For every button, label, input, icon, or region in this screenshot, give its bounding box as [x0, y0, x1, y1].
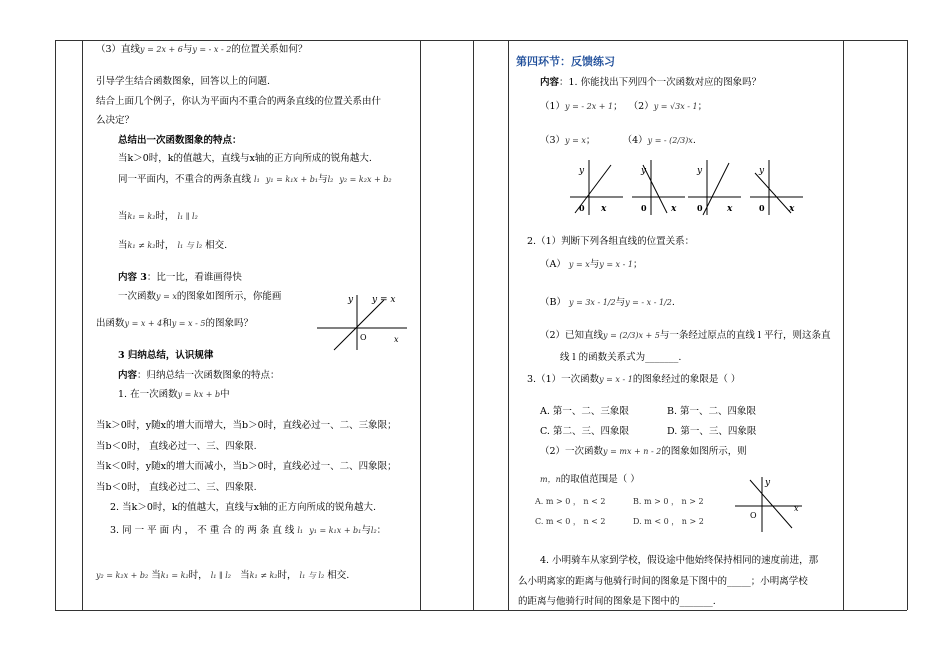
- mini-origin-label: 0: [759, 203, 765, 213]
- mn-graph: [730, 474, 805, 534]
- functions-row-2: （3）y = x； （4）y = - (2/3)x.: [540, 135, 696, 146]
- functions-row-1: （1）y = - 2x + 1； （2）y = √3x - 1；: [540, 101, 708, 112]
- mini-graph-3: [683, 155, 745, 217]
- answer-a: A. m > 0 ， n < 2: [535, 497, 606, 506]
- rule-2: 当k＞0时，y随x的增大而增大，当b＞0时，直线必过一、二、三象限；: [96, 420, 397, 431]
- option-d: D. 第一、三、四象限: [667, 426, 757, 437]
- mini-y-label: y: [697, 166, 703, 176]
- left-q3-line: （3）直线y = 2x + 6与y = - x - 2的位置关系如何？: [96, 44, 308, 55]
- mini-y-label: y: [641, 166, 647, 176]
- mini-x-label: x: [671, 204, 677, 214]
- question-3-1: 3.（1）一次函数y = x - 1的图象经过的象限是（ ）: [527, 374, 741, 385]
- table-border: [82, 40, 83, 610]
- option-a: A. 第一、二、三象限: [540, 406, 629, 417]
- section4-title: 第四环节：反馈练习: [516, 55, 615, 68]
- mini-x-label: x: [727, 204, 733, 214]
- question-2-2-cont: 线 l 的函数关系式为_______.: [560, 352, 682, 363]
- question-3-2-cont: m，n的取值范围是（ ）: [540, 474, 640, 485]
- mini-x-label: x: [789, 204, 795, 214]
- question-4-line-2: 么小明离家的距离与他骑行时间的图象是下图中的_____；小明离学校: [518, 576, 808, 587]
- table-border: [473, 40, 474, 610]
- line-y-equals-x: [334, 300, 384, 350]
- graph-origin-label: O: [360, 333, 367, 342]
- table-top-border: [55, 40, 907, 41]
- question-2-1: 2.（1）判断下列各组直线的位置关系：: [527, 236, 695, 247]
- mini-y-label: y: [759, 166, 765, 176]
- question-4-line-3: 的距离与他骑行时间的图象是下图中的_______.: [518, 596, 716, 607]
- question-3-2: （2）一次函数y = mx + n - 2的图象如图所示，则: [540, 446, 747, 457]
- mini-y-label: y: [579, 166, 585, 176]
- left-guide: 引导学生结合函数图象，回答以上的问题.: [96, 76, 271, 87]
- summary-line-3: 当k₁ = k₂时， l₁ ∥ l₂: [118, 211, 198, 222]
- answer-d: D. m < 0 ， n > 2: [633, 517, 704, 526]
- option-b: B. 第一、二、四象限: [667, 406, 757, 417]
- content3-line-1: 一次函数y = x的图象如图所示，你能画: [118, 291, 282, 302]
- mini-graph-1: [565, 155, 627, 217]
- summary-line-1: 当k＞0时，k的值越大，直线与x轴的正方向所成的锐角越大.: [118, 153, 372, 164]
- question-2a: （A） y = x与y = x - 1；: [540, 259, 643, 270]
- mini-graph-2: [627, 155, 689, 217]
- mn-y-label: y: [765, 478, 771, 488]
- section3-title: 3 归纳总结，认识规律: [118, 350, 214, 361]
- section3-content: 内容：归纳总结一次函数图象的特点：: [118, 370, 280, 381]
- graph-line-label: y = x: [372, 295, 396, 305]
- content3-heading: 内容 3：比一比，看谁画得快: [118, 272, 242, 283]
- mini-graph-4: [745, 155, 807, 217]
- answer-c: C. m < 0 ， n < 2: [535, 517, 606, 526]
- mini-origin-label: 0: [641, 203, 647, 213]
- rule-1: 1. 在一次函数y = kx + b中: [118, 389, 230, 400]
- graph-line: [643, 165, 667, 213]
- rule-8: y₂ = k₂x + b₂ 当k₁ = k₂时， l₁ ∥ l₂ 当k₁ ≠ k₂时， l₁ 与 l₂ 相交.: [96, 570, 350, 581]
- left-decide: 么决定？: [96, 115, 135, 126]
- left-combine: 结合上面几个例子，你认为平面内不重合的两条直线的位置关系由什: [96, 96, 382, 107]
- content3-line-2: 出函数y = x + 4和y = x - 5的图象吗？: [96, 318, 253, 329]
- mini-origin-label: 0: [579, 203, 585, 213]
- table-bottom-border: [55, 610, 907, 611]
- table-border: [508, 40, 509, 610]
- table-border: [420, 40, 421, 610]
- answer-b: B. m > 0 ， n > 2: [633, 497, 704, 506]
- option-c: C. 第二、三、四象限: [540, 426, 629, 437]
- rule-6: 2. 当k＞0时，k的值越大，直线与x轴的正方向所成的锐角越大.: [110, 502, 377, 513]
- question-2-2: （2）已知直线y = (2/3)x + 5与一条经过原点的直线 l 平行，则这条直: [540, 330, 831, 341]
- summary-line-4: 当k₁ ≠ k₂时， l₁ 与 l₂ 相交.: [118, 240, 228, 251]
- mini-x-label: x: [601, 204, 607, 214]
- table-border: [55, 40, 56, 610]
- graph-line: [750, 480, 792, 528]
- mn-x-label: x: [794, 504, 799, 513]
- question-2b: （B） y = 3x - 1/2与y = - x - 1/2.: [540, 297, 675, 308]
- table-border: [907, 40, 908, 610]
- table-border: [843, 40, 844, 610]
- summary-line-2: 同一平面内，不重合的两条直线 l₁ y₁ = k₁x + b₁与l₂ y₂ = k₂x + b₂: [118, 174, 392, 185]
- rule-7: 3. 同 一 平 面 内 ， 不 重 合 的 两 条 直 线 l₁ y₁ = k₁x + b₁与l₂：: [110, 525, 387, 536]
- section4-content: 内容：1. 你能找出下列四个一次函数对应的图象吗？: [540, 77, 762, 88]
- graph-y-label: y: [348, 295, 354, 305]
- mn-origin-label: O: [750, 511, 757, 520]
- summary-title: 总结出一次函数图象的特点：: [118, 135, 242, 146]
- mini-origin-label: 0: [697, 203, 703, 213]
- rule-4: 当k＜0时，y随x的增大而减小，当b＞0时，直线必过一、二、四象限；: [96, 461, 397, 472]
- graph-x-label: x: [394, 335, 399, 344]
- rule-3: 当b＜0时， 直线必过一、三、四象限.: [96, 441, 257, 452]
- yx-graph: [312, 290, 412, 352]
- question-4-line-1: 4. 小明骑车从家到学校，假设途中他始终保持相同的速度前进，那: [540, 555, 819, 566]
- rule-5: 当b＜0时， 直线必过二、三、四象限.: [96, 482, 257, 493]
